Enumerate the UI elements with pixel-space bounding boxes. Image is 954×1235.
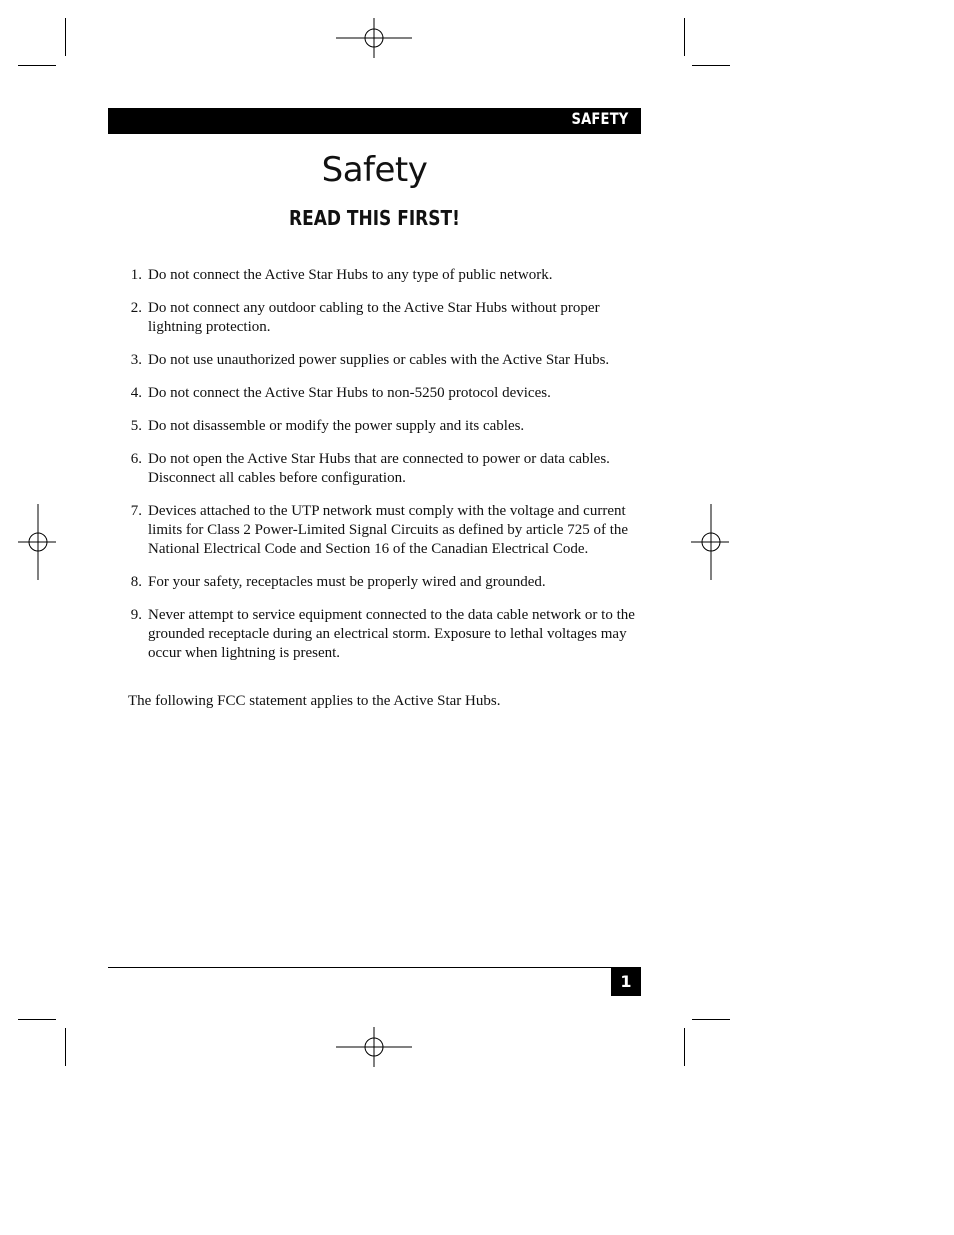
closing-statement: The following FCC statement applies to the Active Star Hubs. [128,693,501,709]
crop-mark [684,1028,685,1066]
item-number: 8. [130,574,142,590]
item-text: Do not disassemble or modify the power supply and its cables. [148,418,525,434]
registration-mark-top [336,18,414,58]
item-number: 4. [130,385,142,401]
list-item [118,606,648,663]
crop-mark [18,1019,56,1020]
list-item [118,351,648,370]
list-item [118,573,648,592]
section-label: SAFETY [571,109,628,128]
page-title: Safety [321,150,428,190]
item-text: Devices attached to the UTP network must comply with the voltage and current limits for Class 2 Power-Limited Signal Circuits as defined by article 725 of the National Electrical Code and Section 16 of the Canadian Electrical Code. [148,503,629,557]
item-text: Do not use unauthorized power supplies or cables with the Active Star Hubs. [148,352,610,368]
item-number: 3. [130,352,142,368]
item-number: 2. [130,300,142,316]
item-text: Do not connect the Active Star Hubs to non-5250 protocol devices. [148,385,551,401]
item-text: Never attempt to service equipment connected to the data cable network or to the grounded receptacle during an electrical storm. Exposure to lethal voltages may occur when lightning is present. [148,607,635,661]
page-subtitle: READ THIS FIRST! [289,206,460,230]
item-text: Do not connect the Active Star Hubs to any type of public network. [148,267,553,283]
crop-mark [65,1028,66,1066]
footer-rule [108,967,641,968]
section-header-bar [108,108,641,134]
registration-mark-right [691,504,731,582]
list-item [118,384,648,403]
item-number: 5. [130,418,142,434]
item-number: 9. [130,607,142,623]
list-item [118,417,648,436]
list-item [118,299,648,337]
crop-mark [684,18,685,56]
item-text: For your safety, receptacles must be properly wired and grounded. [148,574,546,590]
registration-mark-bottom [336,1027,414,1067]
crop-mark [692,1019,730,1020]
page-number: 1 [611,968,641,996]
registration-mark-left [18,504,58,582]
safety-list [118,266,648,677]
item-number: 6. [130,451,142,467]
list-item [118,266,648,285]
item-number: 1. [130,267,142,283]
item-text: Do not open the Active Star Hubs that are connected to power or data cables. Disconnect all cables before configuration. [148,451,610,486]
crop-mark [65,18,66,56]
item-number: 7. [130,503,142,519]
list-item [118,450,648,488]
item-text: Do not connect any outdoor cabling to the Active Star Hubs without proper lightning protection. [148,300,600,335]
crop-mark [692,65,730,66]
crop-mark [18,65,56,66]
list-item [118,502,648,559]
